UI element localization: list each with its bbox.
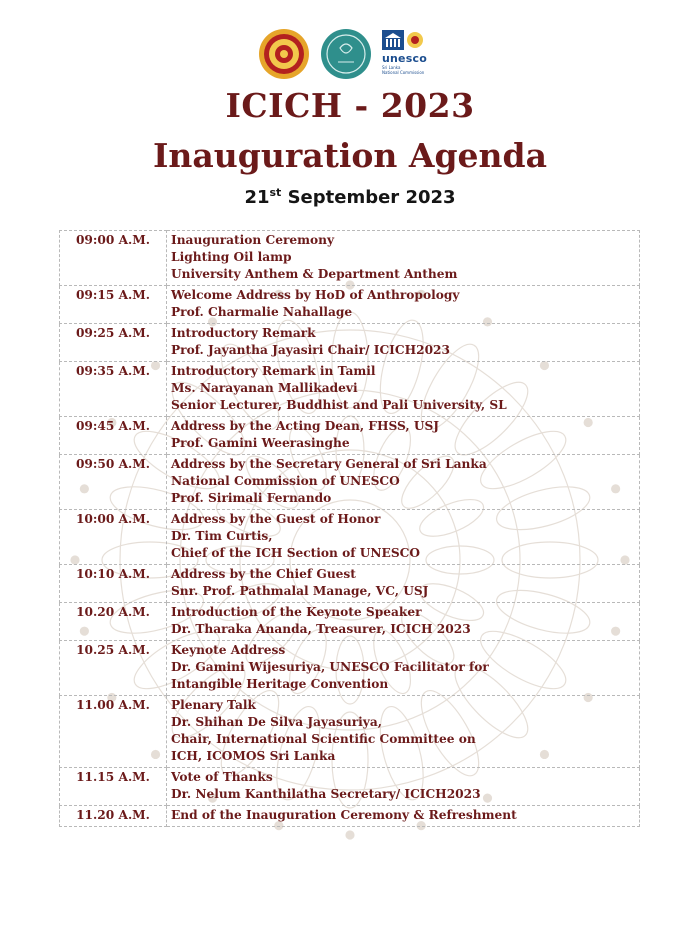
agenda-item-line: National Commission of UNESCO (171, 474, 400, 488)
agenda-items (167, 641, 640, 696)
date-day: 21 (244, 187, 270, 208)
agenda-items (167, 286, 640, 324)
agenda-items (167, 362, 640, 417)
agenda-items (167, 768, 640, 806)
agenda-item-line: Introduction of the Keynote Speaker (171, 605, 422, 619)
university-crest-icon (258, 28, 310, 80)
agenda-items (167, 696, 640, 768)
agenda-item-line: End of the Inauguration Ceremony & Refreshment (171, 808, 517, 822)
agenda-item-line: Introductory Remark in Tamil (171, 364, 376, 378)
agenda-row (60, 696, 640, 768)
agenda-item-line: Snr. Prof. Pathmalal Manage, VC, USJ (171, 584, 429, 598)
agenda-time: 09:25 A.M. (60, 324, 167, 362)
agenda-item-line: Prof. Charmalie Nahallage (171, 305, 353, 319)
agenda-items (167, 510, 640, 565)
agenda-item-line: Prof. Sirimali Fernando (171, 491, 332, 505)
agenda-row (60, 565, 640, 603)
agenda-items (167, 324, 640, 362)
agenda-item-line: Prof. Gamini Weerasinghe (171, 436, 350, 450)
agenda-item-line: Dr. Shihan De Silva Jayasuriya, (171, 715, 382, 729)
agenda-item-line: Introductory Remark (171, 326, 316, 340)
agenda-item-line: Address by the Guest of Honor (171, 512, 381, 526)
agenda-item-line: Ms. Narayanan Mallikadevi (171, 381, 358, 395)
agenda-row (60, 286, 640, 324)
agenda-time: 10.20 A.M. (60, 603, 167, 641)
agenda-time: 11.00 A.M. (60, 696, 167, 768)
agenda-items (167, 417, 640, 455)
event-date (0, 186, 700, 208)
agenda-time: 11.20 A.M. (60, 806, 167, 827)
agenda-table (59, 230, 640, 827)
agenda-item-line: Chair, International Scientific Committee on (171, 732, 476, 746)
page-title: ICICH - 2023 (225, 86, 475, 125)
agenda-row (60, 455, 640, 510)
unesco-logo (382, 30, 442, 78)
agenda-time: 09:00 A.M. (60, 231, 167, 286)
agenda-time: 09:50 A.M. (60, 455, 167, 510)
logo-bar (258, 26, 448, 82)
agenda-item-line: Senior Lecturer, Buddhist and Pali University, SL (171, 398, 507, 412)
agenda-item-line: Address by the Secretary General of Sri Lanka (171, 457, 487, 471)
agenda-item-line: Prof. Jayantha Jayasiri Chair/ ICICH2023 (171, 343, 451, 357)
agenda-item-line: Dr. Tharaka Ananda, Treasurer, ICICH 2023 (171, 622, 471, 636)
agenda-item-line: Lighting Oil lamp (171, 250, 292, 264)
icich-emblem-icon (320, 28, 372, 80)
agenda-item-line: University Anthem & Department Anthem (171, 267, 458, 281)
agenda-row (60, 417, 640, 455)
agenda-item-line: Dr. Nelum Kanthilatha Secretary/ ICICH2023 (171, 787, 481, 801)
agenda-items (167, 806, 640, 827)
agenda-item-line: Vote of Thanks (171, 770, 273, 784)
agenda-item-line: Dr. Tim Curtis, (171, 529, 273, 543)
agenda-row (60, 603, 640, 641)
agenda-item-line: Keynote Address (171, 643, 286, 657)
unesco-temple-icon (382, 30, 442, 52)
agenda-item-line: ICH, ICOMOS Sri Lanka (171, 749, 336, 763)
page-subtitle: Inauguration Agenda (152, 136, 548, 175)
agenda-time: 09:45 A.M. (60, 417, 167, 455)
agenda-item-line: Chief of the ICH Section of UNESCO (171, 546, 420, 560)
agenda-time: 11.15 A.M. (60, 768, 167, 806)
unesco-wordmark: unesco (382, 52, 427, 65)
agenda-row (60, 806, 640, 827)
date-rest: September 2023 (281, 187, 456, 208)
agenda-row (60, 641, 640, 696)
agenda-time: 09:35 A.M. (60, 362, 167, 417)
agenda-item-line: Welcome Address by HoD of Anthropology (171, 288, 460, 302)
agenda-items (167, 455, 640, 510)
agenda-row (60, 768, 640, 806)
agenda-items (167, 565, 640, 603)
agenda-row (60, 362, 640, 417)
agenda-time: 10:00 A.M. (60, 510, 167, 565)
agenda-row (60, 324, 640, 362)
agenda-item-line: Plenary Talk (171, 698, 256, 712)
agenda-item-line: Inauguration Ceremony (171, 233, 335, 247)
agenda-item-line: Address by the Chief Guest (171, 567, 356, 581)
agenda-items (167, 603, 640, 641)
agenda-time: 10.25 A.M. (60, 641, 167, 696)
unesco-subtitle: Sri Lanka National Commission (382, 65, 425, 75)
agenda-item-line: Address by the Acting Dean, FHSS, USJ (171, 419, 440, 433)
agenda-item-line: Intangible Heritage Convention (171, 677, 389, 691)
agenda-item-line: Dr. Gamini Wijesuriya, UNESCO Facilitator for (171, 660, 489, 674)
agenda-time: 09:15 A.M. (60, 286, 167, 324)
agenda-time: 10:10 A.M. (60, 565, 167, 603)
agenda-row (60, 510, 640, 565)
agenda-items (167, 231, 640, 286)
agenda-row (60, 231, 640, 286)
date-suffix: st (269, 186, 282, 199)
